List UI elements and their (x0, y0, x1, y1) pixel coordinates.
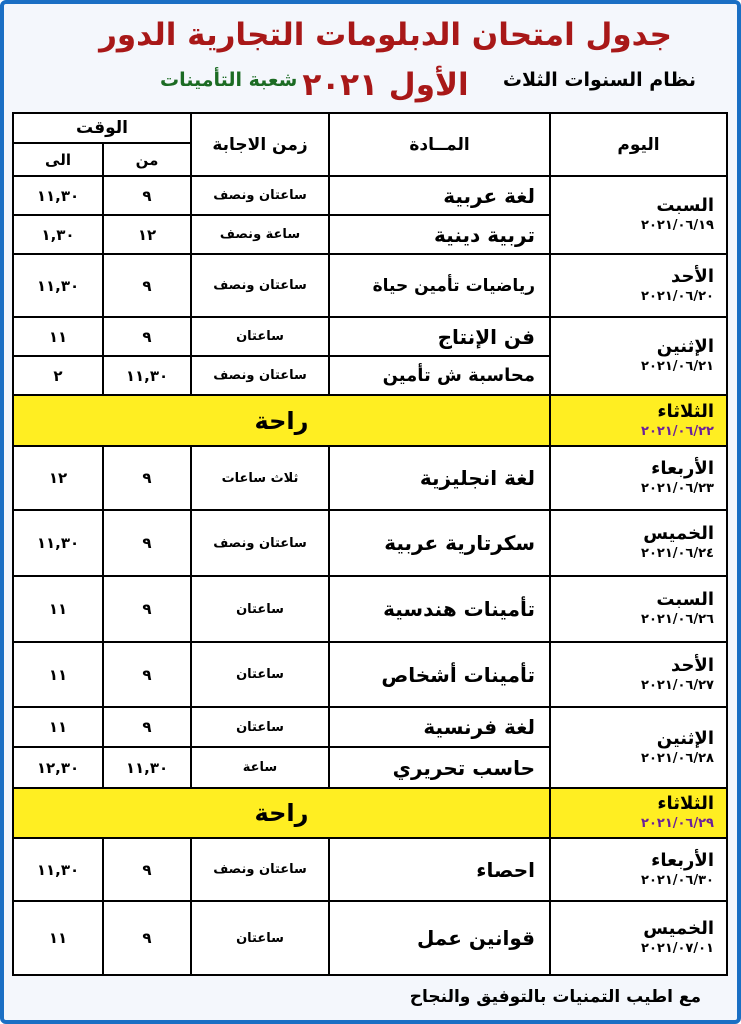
to-cell: ٢ (14, 357, 102, 394)
day-cell (551, 177, 726, 253)
duration-cell: ساعتان ونصف (192, 839, 328, 900)
day-date: ٢٠٢١/٠٦/٢٦ (641, 612, 714, 627)
to-cell: ١١ (14, 318, 102, 355)
header-time: الوقت (14, 114, 190, 142)
duration-cell: ثلاث ساعات (192, 447, 328, 509)
from-cell: ٩ (104, 577, 190, 641)
branch-label: شعبة التأمينات (160, 69, 298, 91)
duration-cell: ساعتان ونصف (192, 357, 328, 394)
from-cell: ٩ (104, 318, 190, 355)
day-date: ٢٠٢١/٠٦/٢٧ (641, 677, 714, 693)
from-cell: ٩ (104, 839, 190, 900)
header-subject: المــادة (330, 114, 549, 175)
subject-cell: رياضيات تأمين حياة (330, 255, 549, 316)
from-cell: ٩ (104, 447, 190, 509)
duration-cell: ساعتان ونصف (192, 177, 328, 214)
day-name: الثلاثاء (657, 400, 714, 422)
to-cell: ١١ (14, 643, 102, 706)
day-cell (551, 643, 726, 706)
day-name: الأربعاء (651, 849, 714, 871)
footer-wishes: مع اطيب التمنيات بالتوفيق والنجاح (409, 987, 701, 1007)
to-cell: ١١,٣٠ (14, 839, 102, 900)
day-name: السبت (656, 589, 714, 610)
to-cell: ١٢,٣٠ (14, 748, 102, 787)
day-cell (551, 708, 726, 787)
day-cell (551, 839, 726, 900)
day-date: ٢٠٢١/٠٦/٢٣ (641, 481, 714, 496)
day-date: ٢٠٢١/٠٦/٣٠ (641, 872, 714, 888)
day-date: ٢٠٢١/٠٦/٢٩ (641, 816, 714, 831)
day-date: ٢٠٢١/٠٦/٢٨ (641, 750, 714, 766)
header-duration: زمن الاجابة (192, 114, 328, 175)
to-cell: ١١ (14, 708, 102, 746)
from-cell: ٩ (104, 511, 190, 575)
day-date: ٢٠٢١/٠٧/٠١ (641, 941, 714, 956)
duration-cell: ساعتان (192, 577, 328, 641)
system-label: نظام السنوات الثلاث (502, 69, 696, 91)
subject-cell: قوانين عمل (330, 902, 549, 974)
day-cell (551, 318, 726, 394)
subject-cell: تأمينات هندسية (330, 577, 549, 641)
header-to: الى (14, 144, 102, 175)
to-cell: ١١,٣٠ (14, 255, 102, 316)
subject-cell: فن الإنتاج (330, 318, 549, 355)
exam-table (12, 112, 728, 976)
duration-cell: ساعتان ونصف (192, 511, 328, 575)
duration-cell: ساعتان ونصف (192, 255, 328, 316)
to-cell: ١١ (14, 902, 102, 974)
rest-row: راحة (14, 396, 549, 445)
day-name: الإثنين (656, 727, 714, 749)
day-name: الخميس (643, 523, 714, 544)
header-from: من (104, 144, 190, 175)
duration-cell: ساعتان (192, 318, 328, 355)
day-cell (551, 511, 726, 575)
from-cell: ٩ (104, 177, 190, 214)
day-date: ٢٠٢١/٠٦/٢٢ (641, 423, 714, 439)
subject-cell: احصاء (330, 839, 549, 900)
day-date: ٢٠٢١/٠٦/١٩ (641, 218, 714, 233)
duration-cell: ساعتان (192, 643, 328, 706)
duration-cell: ساعتان (192, 902, 328, 974)
day-date: ٢٠٢١/٠٦/٢٠ (641, 288, 714, 304)
from-cell: ٩ (104, 902, 190, 974)
day-name: الأحد (671, 265, 714, 287)
subject-cell: تأمينات أشخاص (330, 643, 549, 706)
day-name: السبت (656, 195, 714, 216)
day-cell-rest (551, 789, 726, 837)
day-cell (551, 255, 726, 316)
day-date: ٢٠٢١/٠٦/٢٤ (641, 546, 714, 561)
from-cell: ١١,٣٠ (104, 357, 190, 394)
to-cell: ١,٣٠ (14, 216, 102, 253)
from-cell: ٩ (104, 708, 190, 746)
duration-cell: ساعتان (192, 708, 328, 746)
page-title: جدول امتحان الدبلومات التجارية الدور الأول ٢٠٢١ (99, 17, 672, 103)
day-cell (551, 447, 726, 509)
from-cell: ٩ (104, 643, 190, 706)
subject-cell: تربية دينية (330, 216, 549, 253)
subject-cell: لغة انجليزية (330, 447, 549, 509)
day-cell (551, 577, 726, 641)
day-name: الأحد (671, 654, 714, 676)
subject-cell: سكرتارية عربية (330, 511, 549, 575)
to-cell: ١٢ (14, 447, 102, 509)
header-day: اليوم (551, 114, 726, 175)
to-cell: ١١,٣٠ (14, 177, 102, 214)
day-name: الخميس (643, 918, 714, 939)
from-cell: ١٢ (104, 216, 190, 253)
day-name: الثلاثاء (657, 793, 714, 814)
day-name: الإثنين (656, 336, 714, 357)
day-date: ٢٠٢١/٠٦/٢١ (641, 359, 714, 374)
to-cell: ١١ (14, 577, 102, 641)
duration-cell: ساعة (192, 748, 328, 787)
day-cell (551, 902, 726, 974)
duration-cell: ساعة ونصف (192, 216, 328, 253)
subject-cell: حاسب تحريري (330, 748, 549, 787)
day-cell-rest (551, 396, 726, 445)
rest-row: راحة (14, 789, 549, 837)
from-cell: ١١,٣٠ (104, 748, 190, 787)
subject-cell: محاسبة ش تأمين (330, 357, 549, 394)
subject-cell: لغة فرنسية (330, 708, 549, 746)
day-name: الأربعاء (651, 458, 714, 479)
to-cell: ١١,٣٠ (14, 511, 102, 575)
from-cell: ٩ (104, 255, 190, 316)
subject-cell: لغة عربية (330, 177, 549, 214)
